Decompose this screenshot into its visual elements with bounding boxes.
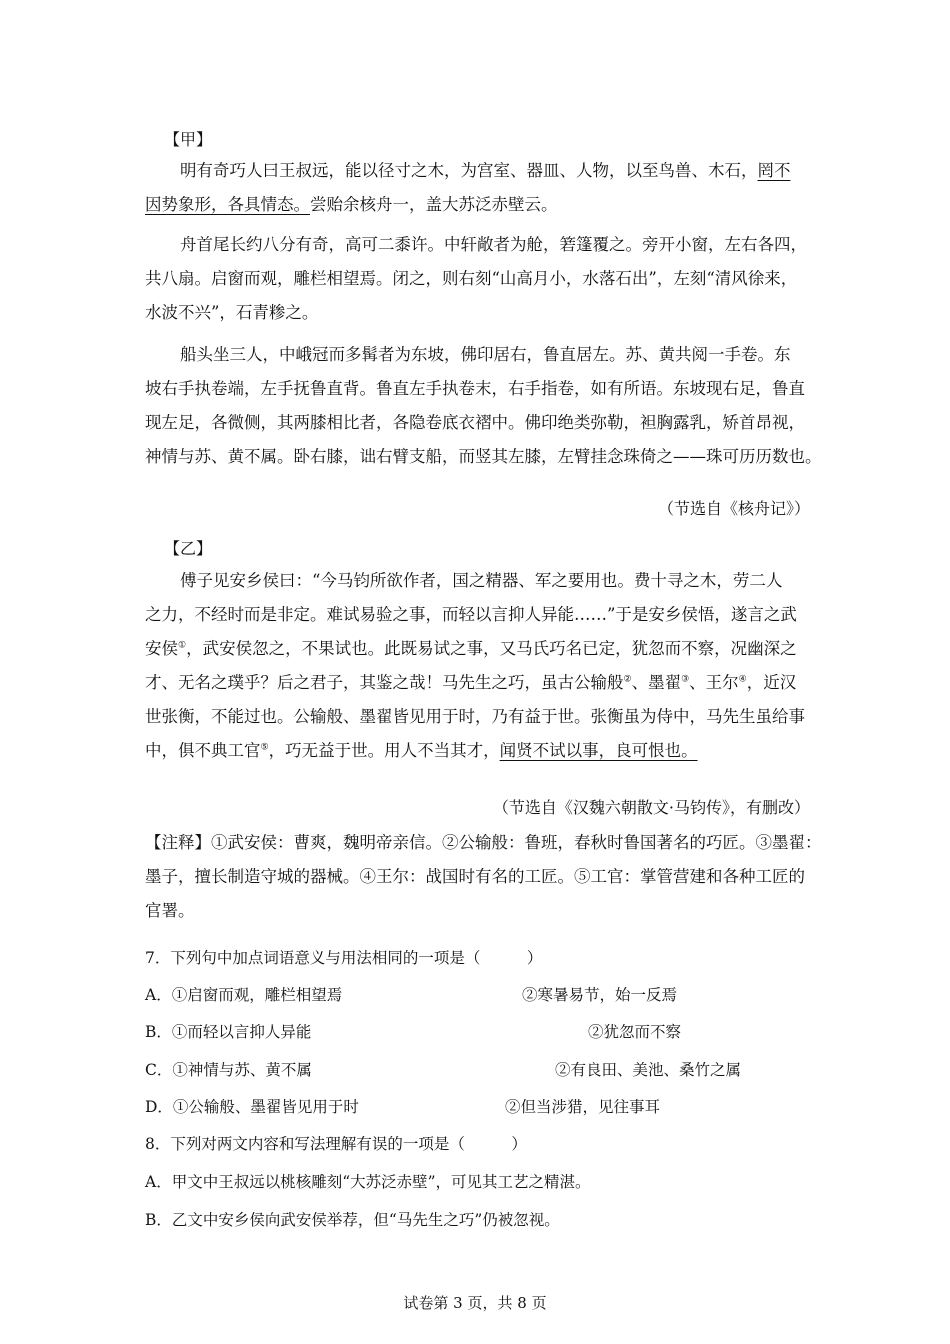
annotation-notes (145, 826, 822, 928)
footnote-marker: ④ (738, 674, 747, 685)
passage-jia-paragraph-1 (145, 154, 810, 222)
text-line: 【注释】①武安侯：曹爽，魏明帝亲信。②公输般：鲁班，春秋时鲁国著名的巧匠。③墨翟： (145, 833, 822, 852)
text-line: 之力，不经时而是非定。难试易验之事，而轻以言抑人异能……”于是安乡侯悟，遂言之武 (145, 605, 797, 624)
underlined-text: 闻贤不试以事，良可恨也。 (499, 741, 698, 760)
question-7-option-d-second: ②但当涉猎，见往事耳 (505, 1098, 661, 1116)
footnote-marker: ③ (681, 674, 690, 685)
text-line: 官署。 (145, 901, 195, 920)
passage-jia-heading: 【甲】 (164, 130, 213, 149)
question-7-option-c-second: ②有良田、美池、桑竹之属 (555, 1061, 742, 1079)
passage-yi-paragraph (145, 564, 810, 768)
question-7-option-b-second: ②犹忽而不察 (588, 1023, 682, 1041)
passage-jia-paragraph-2 (145, 228, 810, 330)
question-8-option-b: B．乙文中安乡侯向武安侯举荐，但“马先生之巧”仍被忽视。 (145, 1211, 560, 1229)
text-line: 中，俱不典工官⑤，巧无益于世。用人不当其才，闻贤不试以事，良可恨也。 (145, 741, 698, 760)
text-line: 神情与苏、黄不属。卧右膝，诎右臂支船，而竖其左膝，左臂挂念珠倚之——珠可历历数也。 (145, 447, 822, 466)
question-7-option-c: C．①神情与苏、黄不属 (145, 1061, 312, 1079)
text-line: 才、无名之璞乎？后之君子，其鉴之哉！马先生之巧，虽古公输般②、墨翟③、王尔④，近汉 (145, 673, 797, 692)
text-line: 因势象形，各具情态。尝贻余核舟一，盖大苏泛赤壁云。 (145, 195, 558, 214)
text-line: 水波不兴”，石青糁之。 (145, 303, 319, 322)
text-line: 明有奇巧人曰王叔远，能以径寸之木，为宫室、器皿、人物，以至鸟兽、木石，罔不 (180, 161, 791, 180)
underlined-text: 因势象形，各具情态。 (145, 195, 310, 214)
text-line: 安侯①，武安侯忽之，不果试也。此既易试之事，又马氏巧名已定，犹忽而不察，况幽深之 (145, 639, 797, 658)
passage-jia-paragraph-3 (145, 338, 822, 474)
question-7-stem: 7．下列句中加点词语意义与用法相同的一项是（ ） (145, 949, 543, 967)
question-8-stem: 8．下列对两文内容和写法理解有误的一项是（ ） (145, 1135, 527, 1153)
text-line: 傅子见安乡侯曰：“今马钧所欲作者，国之精器、军之要用也。费十寻之木，劳二人 (180, 571, 783, 590)
text-line: 坡右手执卷端，左手抚鲁直背。鲁直左手执卷末，右手指卷，如有所语。东坡现右足，鲁直 (145, 379, 805, 398)
passage-yi-heading: 【乙】 (164, 539, 213, 558)
passage-jia-source: （节选自《核舟记》） (657, 499, 810, 518)
footnote-marker: ⑤ (260, 742, 269, 753)
text-line: 船头坐三人，中峨冠而多髯者为东坡，佛印居右，鲁直居左。苏、黄共阅一手卷。东 (180, 345, 791, 364)
footnote-marker: ① (178, 640, 187, 651)
text-line: 墨子，擅长制造守城的器械。④王尔：战国时有名的工匠。⑤工官：掌管营建和各种工匠的 (145, 867, 805, 886)
question-7-option-b: B．①而轻以言抑人异能 (145, 1023, 312, 1041)
underlined-text: 罔不 (757, 161, 791, 180)
question-7-option-a-second: ②寒暑易节，始一反焉 (522, 986, 678, 1004)
text-line: 共八扇。启窗而观，雕栏相望焉。闭之，则右刻“山高月小，水落石出”，左刻“清风徐来， (145, 269, 798, 288)
text-line: 现左足，各微侧，其两膝相比者，各隐卷底衣褶中。佛印绝类弥勒，袒胸露乳，矫首昂视， (145, 413, 805, 432)
page-footer: 试卷第 3 页，共 8 页 (403, 1294, 547, 1312)
footnote-marker: ② (623, 674, 632, 685)
text-line: 舟首尾长约八分有奇，高可二黍许。中轩敞者为舱，箬篷覆之。旁开小窗，左右各四， (180, 235, 807, 254)
question-7-option-a: A．①启窗而观，雕栏相望焉 (145, 986, 343, 1004)
question-7-option-d: D．①公输般、墨翟皆见用于时 (145, 1098, 359, 1116)
text-line: 世张衡，不能过也。公输般、墨翟皆见用于时，乃有益于世。张衡虽为侍中，马先生虽给事 (145, 707, 805, 726)
passage-yi-source: （节选自《汉魏六朝散文·马钧传》，有删改） (492, 798, 810, 817)
question-8-option-a: A．甲文中王叔远以桃核雕刻“大苏泛赤壁”，可见其工艺之精湛。 (145, 1173, 591, 1191)
